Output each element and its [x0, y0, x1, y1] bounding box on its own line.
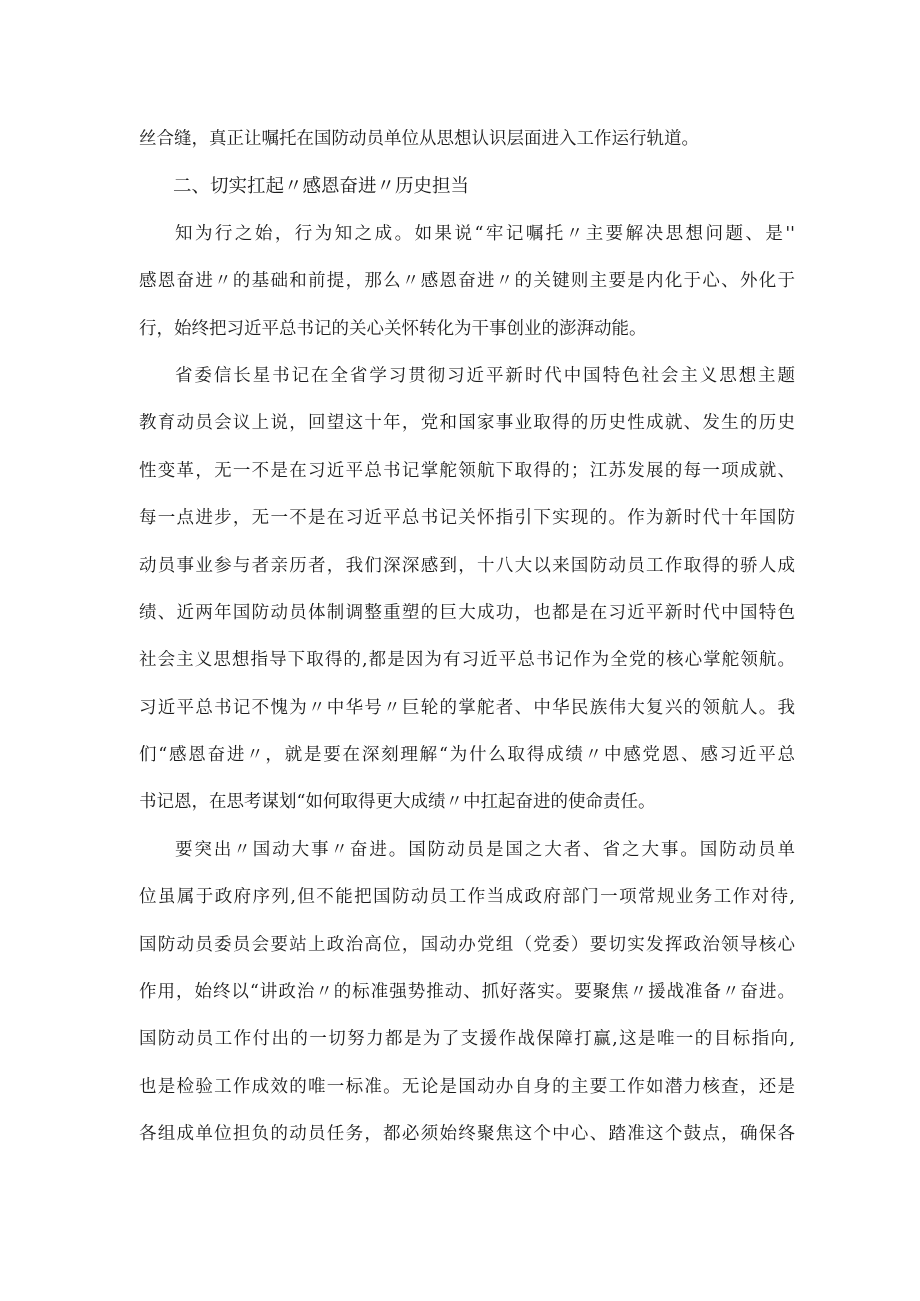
- text-line: 们“感恩奋进〃，就是要在深刻理解“为什么取得成绩〃中感党恩、感习近平总: [139, 745, 795, 766]
- text-line: 行，始终把习近平总书记的关心关怀转化为干事创业的澎湃动能。: [139, 318, 647, 339]
- text-line: 绩、近两年国防动员体制调整重塑的巨大成功，也都是在习近平新时代中国特色: [139, 602, 795, 623]
- text-line: 各组成单位担负的动员任务，都必须始终聚焦这个中心、踏准这个鼓点，确保各: [139, 1124, 795, 1145]
- document-body: [139, 116, 795, 1159]
- text-line: 国防动员委员会要站上政治高位，国动办党组（党委）要切实发挥政治领导核心: [139, 934, 795, 955]
- text-line: 丝合缝，真正让嘱托在国防动员单位从思想认识层面进入工作运行轨道。: [139, 129, 699, 149]
- text-line: 作用，始终以“讲政治〃的标准强势推动、抓好落实。要聚焦〃援战准备〃奋进。: [139, 982, 795, 1003]
- text-line: 国防动员工作付出的一切努力都是为了支援作战保障打赢,这是唯一的目标指向,: [139, 1029, 795, 1050]
- text-line: 每一点进步，无一不是在习近平总书记关怀指引下实现的。作为新时代十年国防: [139, 508, 795, 529]
- text-line: 习近平总书记不愧为〃中华号〃巨轮的掌舵者、中华民族伟大复兴的领航人。我: [139, 697, 795, 718]
- text-line: 性变革，无一不是在习近平总书记掌舵领航下取得的；江苏发展的每一项成就、: [139, 460, 795, 481]
- text-line: 省委信长星书记在全省学习贯彻习近平新时代中国特色社会主义思想主题: [175, 365, 795, 386]
- text-line: 书记恩，在思考谋划“如何取得更大成绩〃中扛起奋进的使命责任。: [139, 792, 656, 813]
- text-line: 位虽属于政府序列,但不能把国防动员工作当成政府部门一项常规业务工作对待,: [139, 887, 795, 908]
- text-line: 教育动员会议上说，回望这十年，党和国家事业取得的历史性成就、发生的历史: [139, 413, 795, 434]
- text-line: 感恩奋进〃的基础和前提，那么〃感恩奋进〃的关键则主要是内化于心、外化于: [139, 271, 795, 292]
- text-line: 社会主义思想指导下取得的,都是因为有习近平总书记作为全党的核心掌舵领航。: [139, 650, 795, 671]
- text-line: 也是检验工作成效的唯一标准。无论是国动办自身的主要工作如潜力核查，还是: [139, 1076, 795, 1097]
- text-line: 知为行之始，行为知之成。如果说“牢记嘱托〃主要解决思想问题、是'': [175, 223, 795, 244]
- text-line: 要突出〃国动大事〃奋进。国防动员是国之大者、省之大事。国防动员单: [175, 839, 795, 860]
- text-line: 动员事业参与者亲历者，我们深深感到，十八大以来国防动员工作取得的骄人成: [139, 555, 795, 576]
- section-heading: 二、切实扛起〃感恩奋进〃历史担当: [173, 176, 470, 198]
